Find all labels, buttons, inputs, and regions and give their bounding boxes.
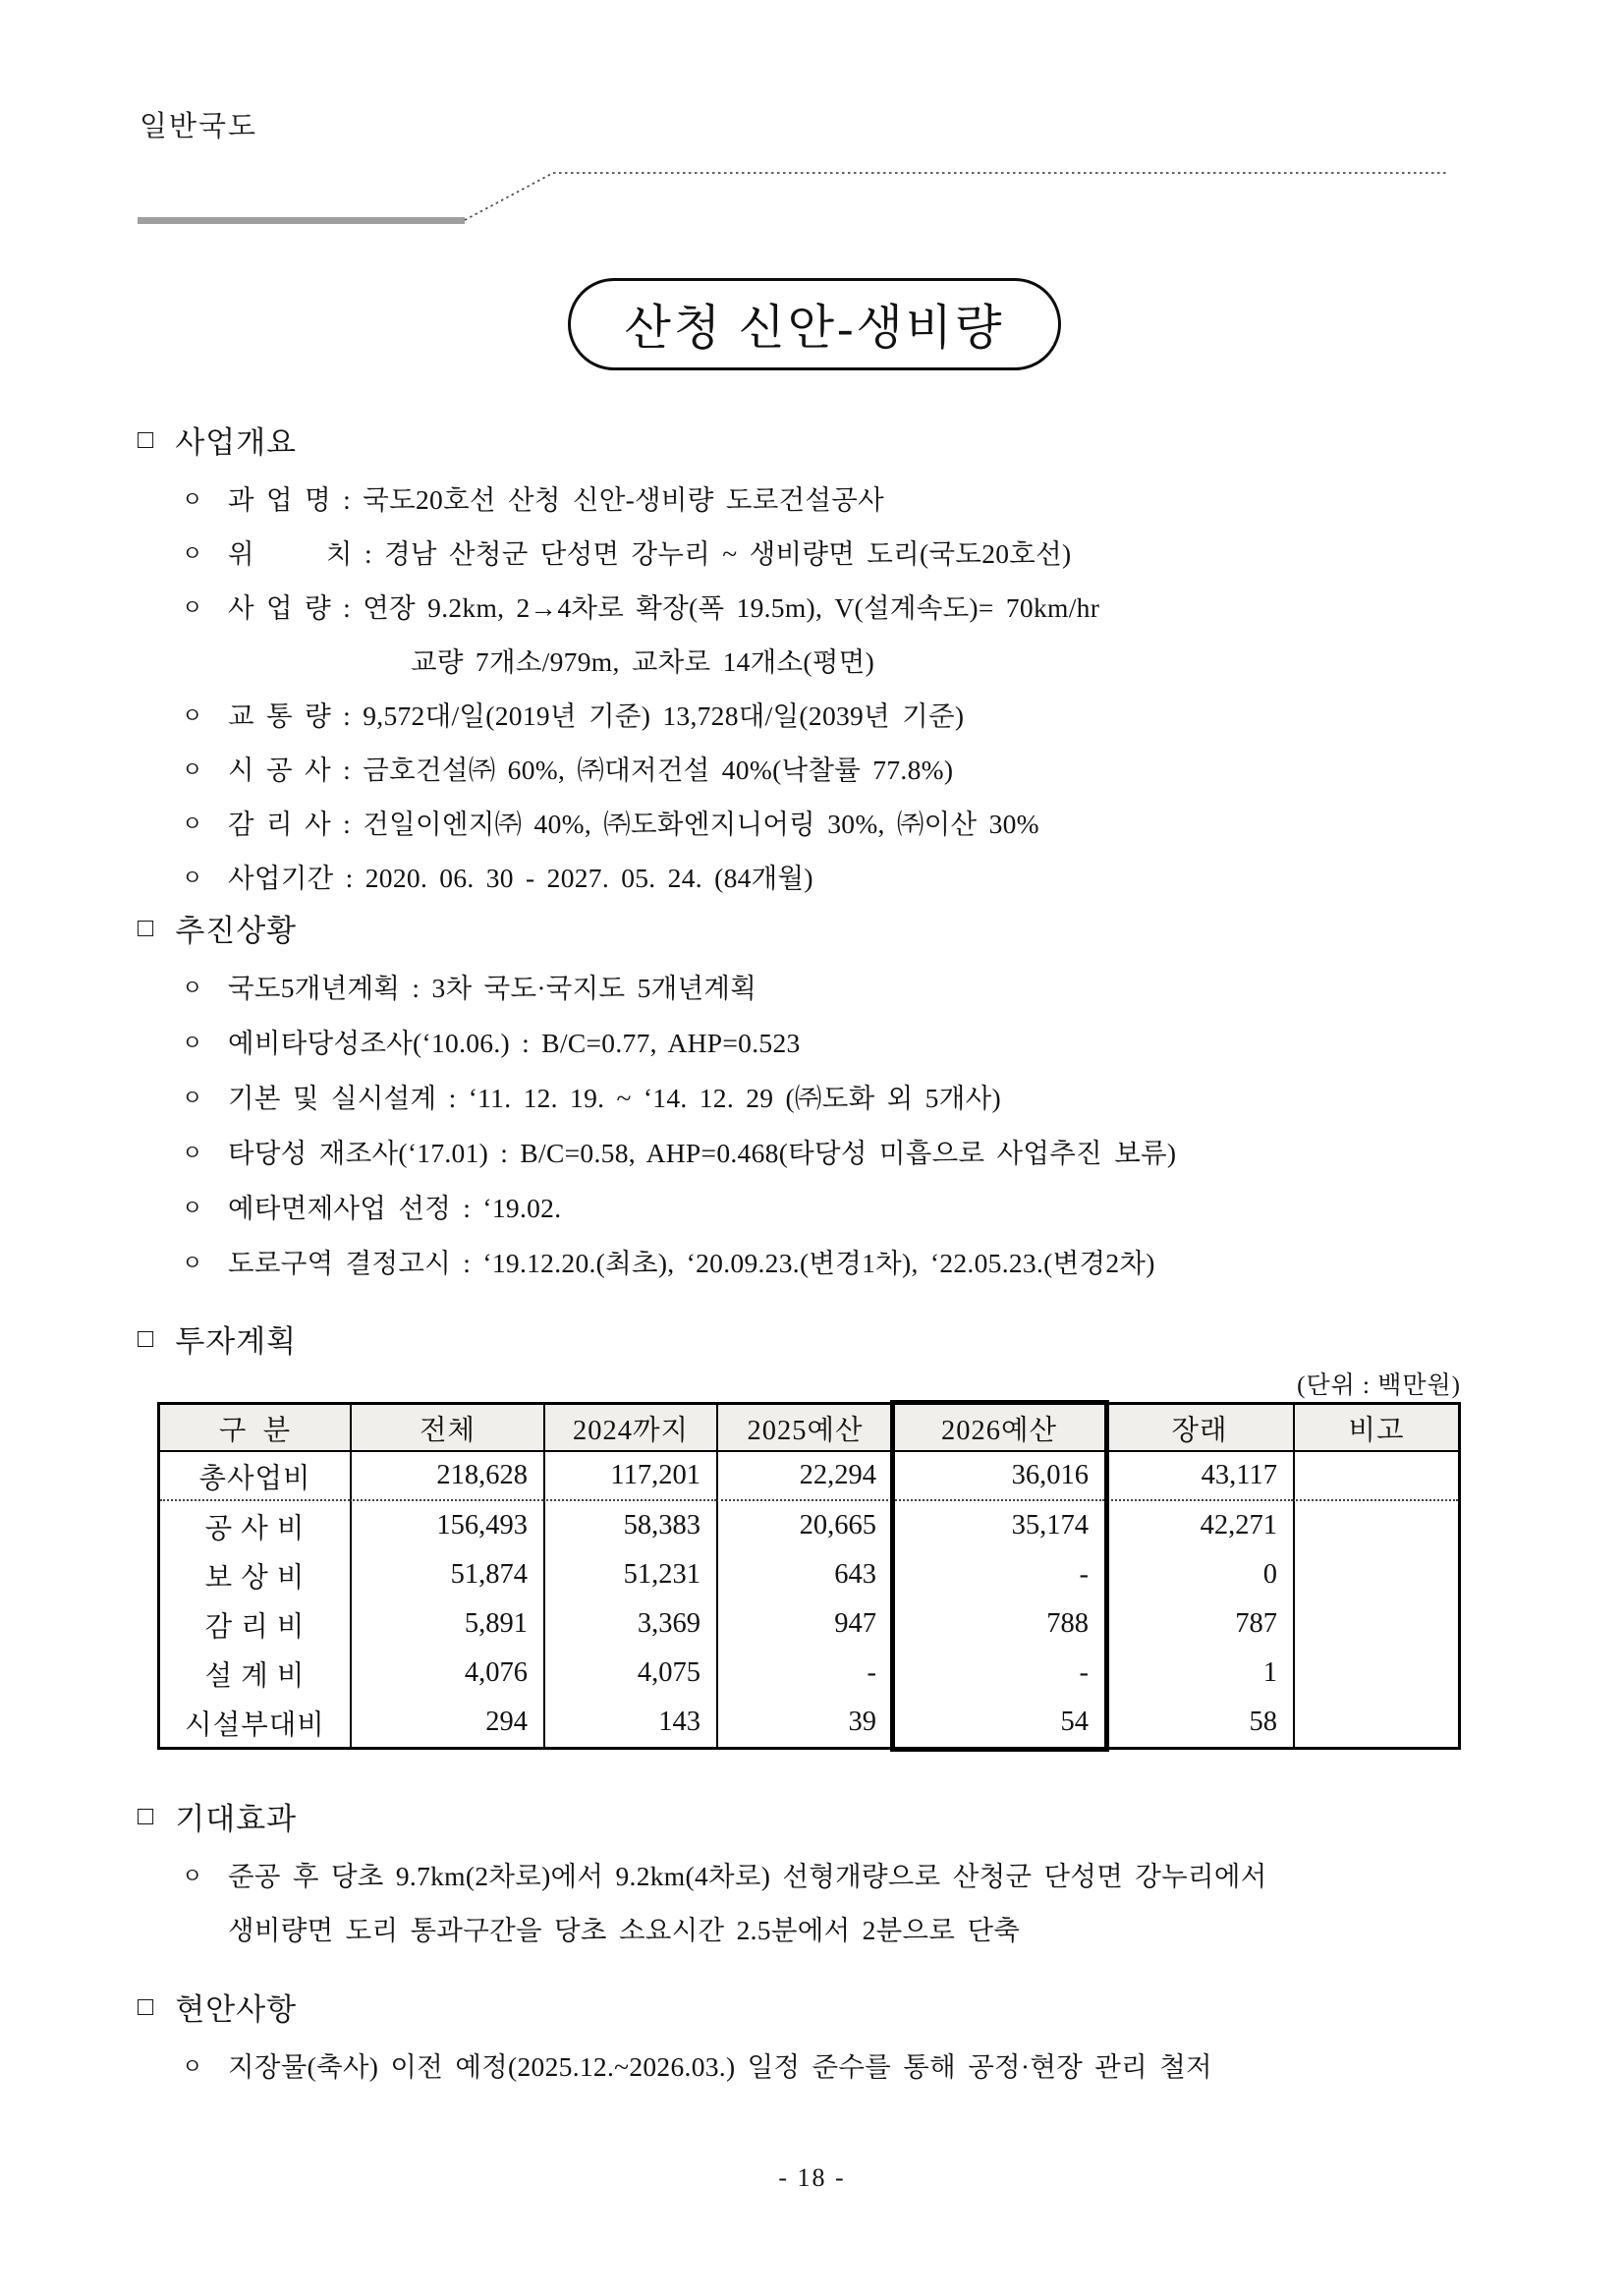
table-cell: 42,271: [1104, 1501, 1293, 1550]
section-progress: [138, 906, 1508, 1291]
item-bullet: ㅇ: [182, 1031, 203, 1055]
bullet-item-continuation: [182, 635, 1508, 689]
item-bullet: ㅇ: [182, 2054, 203, 2079]
table-cell: [1293, 1649, 1458, 1698]
table-header-cell: 비고: [1293, 1405, 1458, 1452]
item-bullet: [182, 635, 228, 689]
table-cell: [1293, 1550, 1458, 1599]
item-bullet: [182, 1903, 228, 1957]
table-cell: 4,075: [543, 1649, 716, 1698]
item-text: 위 치 : 경남 산청군 단성면 강누리 ~ 생비량면 도리(국도20호선): [228, 538, 1072, 569]
item-bullet: ㅇ: [182, 541, 203, 566]
table-cell: 294: [350, 1698, 543, 1747]
item-text: 예비타당성조사(‘10.06.) : B/C=0.77, AHP=0.523: [228, 1028, 801, 1058]
item-text: 과 업 명 : 국도20호선 산청 신안-생비량 도로건설공사: [228, 484, 885, 515]
section-effects: [138, 1794, 1508, 1957]
item-text: 지장물(축사) 이전 예정(2025.12.~2026.03.) 일정 준수를 통해 공정·현장 관리 철저: [228, 2051, 1212, 2082]
table-cell: -: [716, 1649, 892, 1698]
table-header-cell: 2025예산: [716, 1405, 892, 1452]
section-marker: □: [138, 1801, 154, 1830]
table-cell: 54: [892, 1698, 1104, 1747]
section-marker: □: [138, 424, 154, 454]
investment-table: [157, 1402, 1461, 1750]
section-title-progress: 추진상황: [175, 913, 298, 948]
bullet-item: [182, 581, 1508, 635]
section-issues: [138, 1985, 1508, 2094]
table-cell: 39: [716, 1698, 892, 1747]
table-cell: [1293, 1599, 1458, 1649]
table-cell: 58,383: [543, 1501, 716, 1550]
item-text: 사 업 량 : 연장 9.2km, 2→4차로 확장(폭 19.5m), V(설계속도)= 70km/hr: [228, 592, 1100, 623]
item-text: 감 리 사 : 건일이엔지㈜ 40%, ㈜도화엔지니어링 30%, ㈜이산 30%: [228, 809, 1039, 839]
bullet-item: [182, 527, 1508, 581]
item-bullet: ㅇ: [182, 595, 203, 620]
bullet-item: [182, 743, 1508, 797]
table-cell: 143: [543, 1698, 716, 1747]
tab-label: 일반국도: [140, 111, 258, 142]
bullet-item: [182, 1849, 1508, 1903]
section-title-effects: 기대효과: [175, 1801, 298, 1836]
section-title-issues: 현안사항: [175, 1991, 298, 2027]
table-cell: 4,076: [350, 1649, 543, 1698]
item-bullet: ㅇ: [182, 866, 203, 890]
item-text: 예타면제사업 선정 : ‘19.02.: [228, 1193, 562, 1223]
table-row-label: 공 사 비: [204, 1513, 306, 1544]
table-cell: -: [892, 1649, 1104, 1698]
table-row-label: 보 상 비: [204, 1562, 306, 1594]
table-cell: 156,493: [350, 1501, 543, 1550]
table-unit-note: (단위 : 백만원): [1297, 1372, 1461, 1399]
table-cell: 643: [716, 1550, 892, 1599]
table-cell: 218,628: [350, 1452, 543, 1501]
header-dotted-rule: [452, 161, 1456, 226]
item-text: 타당성 재조사(‘17.01) : B/C=0.58, AHP=0.468(타당성 미흡으로 사업추진 보류): [228, 1138, 1177, 1168]
table-cell: 22,294: [716, 1452, 892, 1501]
table-header-cell: 전체: [350, 1405, 543, 1452]
table-cell: 5,891: [350, 1599, 543, 1649]
table-cell: 36,016: [892, 1452, 1104, 1501]
bullet-item: [182, 1016, 1508, 1071]
table-cell: [1293, 1452, 1458, 1501]
table-cell: 117,201: [543, 1452, 716, 1501]
section-title-overview: 사업개요: [175, 424, 298, 460]
table-cell: [1293, 1698, 1458, 1747]
table-cell: 43,117: [1104, 1452, 1293, 1501]
section-marker: □: [138, 1323, 154, 1353]
bullet-item: [182, 1236, 1508, 1291]
item-bullet: ㅇ: [182, 976, 203, 1000]
table-cell: 0: [1104, 1550, 1293, 1599]
item-bullet: ㅇ: [182, 812, 203, 836]
item-text: 시 공 사 : 금호건설㈜ 60%, ㈜대저건설 40%(낙찰률 77.8%): [228, 755, 954, 785]
bullet-item: [182, 689, 1508, 743]
table-row-label: 시설부대비: [185, 1709, 325, 1741]
item-text: 기본 및 실시설계 : ‘11. 12. 19. ~ ‘14. 12. 29 (㈜도화 외 5개사): [228, 1083, 1001, 1113]
bullet-item: [182, 1181, 1508, 1236]
section-marker: □: [138, 1991, 154, 2021]
section-investment: [138, 1316, 1508, 1360]
project-title-box: [568, 278, 1061, 370]
item-bullet: ㅇ: [182, 703, 203, 728]
item-text: 국도5개년계획 : 3차 국도·국지도 5개년계획: [228, 973, 757, 1003]
table-cell: 947: [716, 1599, 892, 1649]
table-header-cell: 장래: [1104, 1405, 1293, 1452]
item-text: 사업기간 : 2020. 06. 30 - 2027. 05. 24. (84개월): [228, 863, 813, 893]
table-cell: 788: [892, 1599, 1104, 1649]
tab-underline-bar: [138, 217, 465, 224]
table-cell: -: [892, 1550, 1104, 1599]
table-cell: 51,231: [543, 1550, 716, 1599]
item-bullet: ㅇ: [182, 487, 203, 512]
table-cell: 35,174: [892, 1501, 1104, 1550]
item-text: 생비량면 도리 통과구간을 당초 소요시간 2.5분에서 2분으로 단축: [228, 1915, 1021, 1945]
table-row-label: 감 리 비: [204, 1611, 306, 1643]
table-cell: 787: [1104, 1599, 1293, 1649]
bullet-item: [182, 2040, 1508, 2094]
item-text: 도로구역 결정고시 : ‘19.12.20.(최초), ‘20.09.23.(변경1차), ‘22.05.23.(변경2차): [228, 1248, 1155, 1278]
section-title-investment: 투자계획: [175, 1323, 298, 1359]
item-bullet: ㅇ: [182, 1864, 203, 1888]
bullet-item: [182, 851, 1508, 905]
section-marker: □: [138, 913, 154, 942]
section-overview: [138, 418, 1508, 905]
page-number: - 18 -: [778, 2163, 846, 2192]
table-cell: 20,665: [716, 1501, 892, 1550]
table-cell: 1: [1104, 1649, 1293, 1698]
item-bullet: ㅇ: [182, 1251, 203, 1275]
table-row-label: 총사업비: [160, 1452, 350, 1501]
table-header-cell: 2026예산: [892, 1405, 1104, 1452]
bullet-item: [182, 961, 1508, 1016]
table-cell: 3,369: [543, 1599, 716, 1649]
table-cell: 58: [1104, 1698, 1293, 1747]
item-bullet: ㅇ: [182, 1086, 203, 1110]
bullet-item-continuation: [182, 1903, 1508, 1957]
bullet-item: [182, 473, 1508, 527]
project-title: 산청 신안-생비량: [624, 301, 1005, 355]
item-bullet: ㅇ: [182, 1196, 203, 1220]
item-text: 교 통 량 : 9,572대/일(2019년 기준) 13,728대/일(2039년 기준): [228, 700, 965, 731]
item-bullet: ㅇ: [182, 1141, 203, 1165]
table-header-cell: 구 분: [160, 1405, 350, 1452]
bullet-item: [182, 1071, 1508, 1126]
item-bullet: ㅇ: [182, 757, 203, 782]
item-text: 교량 7개소/979m, 교차로 14개소(평면): [411, 646, 875, 677]
bullet-item: [182, 1126, 1508, 1181]
bullet-item: [182, 797, 1508, 851]
table-row-label: 설 계 비: [204, 1660, 306, 1692]
item-text: 준공 후 당초 9.7km(2차로)에서 9.2km(4차로) 선형개량으로 산청군 단성면 강누리에서: [228, 1861, 1267, 1891]
table-cell: [1293, 1501, 1458, 1550]
table-cell: 51,874: [350, 1550, 543, 1599]
table-header-cell: 2024까지: [543, 1405, 716, 1452]
